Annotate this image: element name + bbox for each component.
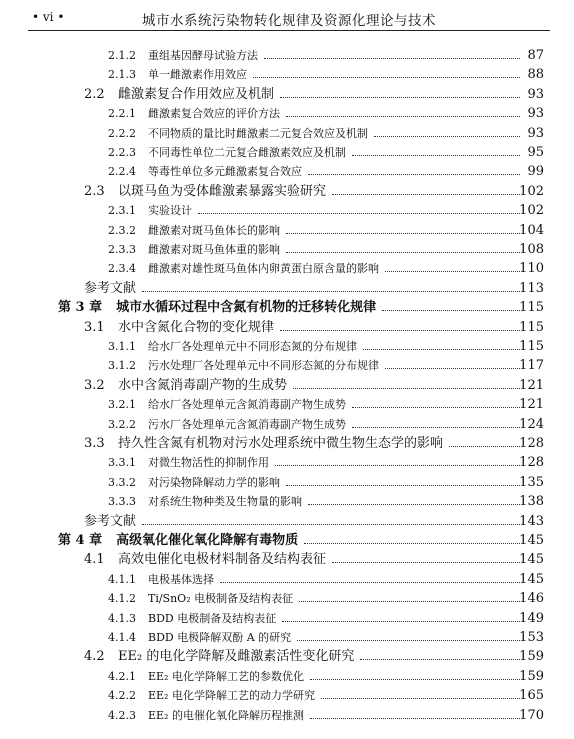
section-number: 4.1.2: [108, 592, 136, 606]
section-number: 2.3.2: [108, 223, 136, 237]
toc-chapter-row: [0, 531, 574, 550]
dot-leader: [382, 310, 520, 311]
page-number-ref: 159: [519, 649, 544, 665]
section-title: 对系统生物种类及生物量的影响: [148, 495, 302, 509]
page-number-ref: 104: [519, 222, 544, 238]
toc-references-row: [0, 279, 574, 298]
toc-entry: [84, 376, 526, 395]
toc-entry: [84, 318, 526, 337]
dot-leader: [308, 174, 520, 175]
page-number-ref: 87: [527, 48, 544, 63]
dot-leader: [363, 349, 520, 350]
section-number: 4.1.3: [108, 611, 136, 625]
section-number: 3.1.2: [108, 359, 136, 373]
toc-section-row: [0, 453, 574, 472]
dot-leader: [352, 427, 520, 428]
section-number: 3.1.1: [108, 340, 136, 353]
dot-leader: [449, 446, 520, 447]
section-title: 雌激素对斑马鱼体重的影响: [148, 243, 280, 256]
toc-section-row: [0, 473, 574, 492]
section-number: 4.2.3: [108, 708, 136, 722]
toc-entry: [84, 550, 526, 569]
page-number-ref: 113: [519, 280, 544, 296]
section-number: 3.3: [84, 436, 105, 451]
dot-leader: [275, 465, 520, 466]
dot-leader: [304, 543, 520, 544]
page-number-ref: 159: [519, 668, 544, 684]
toc-entry: [108, 337, 526, 356]
dot-leader: [142, 291, 520, 292]
section-number: 3.1: [84, 319, 105, 335]
dot-leader: [332, 194, 520, 195]
page-number-ref: 93: [527, 106, 544, 122]
section-number: 2.2.2: [108, 126, 136, 140]
section-title: 以斑马鱼为受体雌激素暴露实验研究: [118, 183, 327, 199]
page-number-ref: 115: [519, 339, 544, 354]
dot-leader: [286, 116, 520, 117]
section-number: 第 4 章: [58, 533, 103, 548]
page-number-ref: 115: [519, 319, 544, 335]
page-number-ref: 138: [519, 494, 544, 510]
page-number-ref: 121: [519, 377, 544, 393]
dot-leader: [332, 562, 520, 563]
toc-entry: [108, 124, 526, 143]
toc-section-row: [0, 706, 574, 725]
dot-leader: [286, 252, 520, 253]
section-number: 4.1.1: [108, 572, 136, 586]
section-title: 电极基体选择: [148, 572, 214, 586]
toc-section-row: [0, 201, 574, 220]
toc-entry: [108, 570, 526, 589]
section-number: 3.3.3: [108, 495, 136, 509]
section-title: EE₂ 电化学降解工艺的动力学研究: [148, 689, 315, 703]
dot-leader: [360, 659, 520, 660]
toc-entry: [108, 65, 526, 84]
section-title: Ti/SnO₂ 电极制备及结构表征: [148, 592, 294, 606]
page-number-ref: 95: [527, 145, 544, 160]
dot-leader: [352, 407, 520, 408]
section-number: 3.2.2: [108, 417, 136, 431]
section-title: 给水厂各处理单元中不同形态氮的分布规律: [148, 340, 357, 353]
page-number-ref: 146: [519, 591, 544, 607]
section-title: 雌激素对雄性斑马鱼体内卵黄蛋白原含量的影响: [148, 262, 379, 276]
page-number-ref: 108: [519, 242, 544, 257]
section-number: 2.3: [84, 183, 105, 199]
page-number-ref: 102: [519, 183, 544, 199]
section-title: 对污染物降解动力学的影响: [148, 475, 280, 489]
dot-leader: [280, 97, 520, 98]
toc-section-row: [0, 124, 574, 143]
dot-leader: [220, 582, 520, 583]
page-number: • vi •: [32, 10, 65, 24]
toc-entry: [108, 492, 526, 511]
toc-section-row: [0, 65, 574, 84]
section-number: 3.3.2: [108, 475, 136, 489]
running-title: 城市水系统污染物转化规律及资源化理论与技术: [142, 13, 436, 29]
section-number: 2.2.3: [108, 146, 136, 159]
toc-entry: [108, 609, 526, 628]
page-number-ref: 145: [519, 552, 544, 568]
toc-entry: [108, 240, 526, 259]
toc-section-row: [0, 415, 574, 434]
section-number: 2.3.3: [108, 243, 136, 256]
dot-leader: [385, 368, 520, 369]
toc-entry: [108, 356, 526, 375]
toc-entry: [108, 162, 526, 181]
toc-section-row: [0, 550, 574, 569]
dot-leader: [293, 388, 520, 389]
page-number-ref: 124: [519, 416, 544, 432]
page-number-ref: 93: [527, 125, 544, 141]
page-number-ref: 153: [519, 630, 544, 645]
page-number-ref: 110: [519, 261, 544, 277]
toc-section-row: [0, 667, 574, 686]
section-number: 4.2: [84, 649, 105, 665]
section-title: 污水厂各处理单元含氮消毒副产物生成势: [148, 417, 346, 431]
toc-entry: [84, 279, 526, 298]
section-title: 城市水循环过程中含氮有机物的迁移转化规律: [116, 300, 377, 316]
section-number: 2.1.2: [108, 49, 136, 62]
toc-section-row: [0, 686, 574, 705]
toc-section-row: [0, 356, 574, 375]
page-number-ref: 143: [519, 513, 544, 529]
toc-section-row: [0, 182, 574, 201]
page-number-ref: 145: [519, 571, 544, 587]
dot-leader: [297, 640, 520, 641]
toc-section-row: [0, 85, 574, 104]
toc-entry: [108, 628, 526, 647]
toc-section-row: [0, 104, 574, 123]
page-number-ref: 128: [519, 436, 544, 451]
toc-entry: [108, 143, 526, 162]
toc-references-row: [0, 512, 574, 531]
toc-section-row: [0, 570, 574, 589]
section-number: 4.1.4: [108, 631, 136, 644]
toc-section-row: [0, 337, 574, 356]
section-title: 水中含氮消毒副产物的生成势: [118, 377, 288, 393]
toc-entry: [108, 259, 526, 278]
section-number: 2.2.1: [108, 107, 136, 121]
toc-chapter-row: [0, 298, 574, 317]
section-number: 3.2: [84, 377, 105, 393]
section-title: 雌激素复合效应的评价方法: [148, 107, 280, 121]
dot-leader: [282, 621, 520, 622]
toc-entry: [58, 298, 526, 317]
dot-leader: [374, 136, 520, 137]
section-title: 不同物质的量比时雌激素二元复合效应及机制: [148, 126, 368, 140]
section-title: EE₂ 的电化学降解及雌激素活性变化研究: [118, 649, 355, 665]
section-title: EE₂ 的电催化氧化降解历程推测: [148, 708, 304, 722]
toc-entry: [84, 647, 526, 666]
section-title: 参考文献: [84, 513, 137, 529]
page-number-ref: 88: [527, 67, 544, 83]
toc-entry: [108, 415, 526, 434]
section-number: 第 3 章: [58, 300, 103, 316]
dot-leader: [280, 330, 520, 331]
dot-leader: [385, 271, 520, 272]
toc-entry: [108, 589, 526, 608]
toc-entry: [84, 85, 526, 104]
dot-leader: [253, 77, 520, 78]
section-title: 实验设计: [148, 204, 192, 218]
dot-leader: [352, 155, 520, 156]
page-number-ref: 99: [527, 164, 544, 180]
toc-section-row: [0, 395, 574, 414]
section-title: 重组基因酵母试验方法: [148, 49, 258, 62]
page-number-ref: 149: [519, 610, 544, 626]
toc-entry: [108, 46, 526, 65]
page-number-ref: 170: [519, 707, 544, 723]
toc-entry: [84, 512, 526, 531]
section-title: 水中含氮化合物的变化规律: [118, 319, 275, 335]
section-title: 单一雌激素作用效应: [148, 68, 247, 82]
section-number: 4.2.1: [108, 669, 136, 683]
dot-leader: [299, 601, 520, 602]
toc-entry: [108, 221, 526, 240]
section-number: 2.2: [84, 86, 105, 102]
section-title: 雌激素对斑马鱼体长的影响: [148, 223, 280, 237]
page-number-ref: 145: [519, 533, 544, 548]
toc-entry: [84, 434, 526, 453]
section-title: BDD 电极降解双酚 A 的研究: [148, 631, 292, 644]
dot-leader: [198, 213, 520, 214]
section-title: 高级氧化催化氧化降解有毒物质: [116, 533, 299, 548]
section-number: 2.3.1: [108, 204, 136, 218]
section-number: 2.2.4: [108, 165, 136, 179]
dot-leader: [264, 58, 520, 59]
toc-section-row: [0, 240, 574, 259]
page-number-ref: 128: [519, 455, 544, 471]
section-title: 持久性含氮有机物对污水处理系统中微生物生态学的影响: [118, 436, 444, 451]
toc-section-row: [0, 376, 574, 395]
section-number: 2.3.4: [108, 262, 136, 276]
toc-section-row: [0, 162, 574, 181]
dot-leader: [286, 485, 520, 486]
toc-entry: [108, 686, 526, 705]
toc-entry: [108, 104, 526, 123]
toc-section-row: [0, 221, 574, 240]
section-title: 高效电催化电极材料制备及结构表征: [118, 552, 327, 568]
section-title: 不同毒性单位二元复合雌激素效应及机制: [148, 146, 346, 159]
section-title: EE₂ 电化学降解工艺的参数优化: [148, 669, 304, 683]
toc-section-row: [0, 589, 574, 608]
toc-section-row: [0, 143, 574, 162]
page-number-ref: 165: [519, 688, 544, 704]
toc-section-row: [0, 628, 574, 647]
section-number: 2.1.3: [108, 68, 136, 82]
page-number-ref: 115: [519, 300, 544, 316]
dot-leader: [308, 504, 520, 505]
toc-section-row: [0, 647, 574, 666]
section-title: 污水处理厂各处理单元中不同形态氮的分布规律: [148, 359, 379, 373]
toc-section-row: [0, 609, 574, 628]
page-number-ref: 93: [527, 86, 544, 102]
section-title: 雌激素复合作用效应及机制: [118, 86, 275, 102]
toc-entry: [108, 667, 526, 686]
toc-entry: [108, 473, 526, 492]
section-number: 3.2.1: [108, 398, 136, 412]
page-number-ref: 117: [519, 358, 544, 374]
section-title: BDD 电极制备及结构表征: [148, 611, 277, 625]
section-number: 4.1: [84, 552, 105, 568]
dot-leader: [286, 233, 520, 234]
toc-section-row: [0, 259, 574, 278]
dot-leader: [142, 524, 520, 525]
toc-section-row: [0, 318, 574, 337]
section-title: 对微生物活性的抑制作用: [148, 456, 269, 470]
page-number-ref: 102: [519, 203, 544, 219]
toc-section-row: [0, 46, 574, 65]
toc-section-row: [0, 492, 574, 511]
section-title: 参考文献: [84, 280, 137, 296]
toc-section-row: [0, 434, 574, 453]
toc-entry: [108, 706, 526, 725]
dot-leader: [310, 718, 520, 719]
section-number: 4.2.2: [108, 689, 136, 703]
running-header: [28, 8, 550, 31]
page-number-ref: 121: [519, 397, 544, 413]
page-number-ref: 135: [519, 474, 544, 490]
dot-leader: [321, 698, 520, 699]
section-title: 给水厂各处理单元含氮消毒副产物生成势: [148, 398, 346, 412]
toc-entry: [58, 531, 526, 550]
toc-entry: [84, 182, 526, 201]
toc-entry: [108, 395, 526, 414]
section-title: 等毒性单位多元雌激素复合效应: [148, 165, 302, 179]
toc-entry: [108, 453, 526, 472]
toc-entry: [108, 201, 526, 220]
section-number: 3.3.1: [108, 456, 136, 470]
dot-leader: [310, 679, 520, 680]
